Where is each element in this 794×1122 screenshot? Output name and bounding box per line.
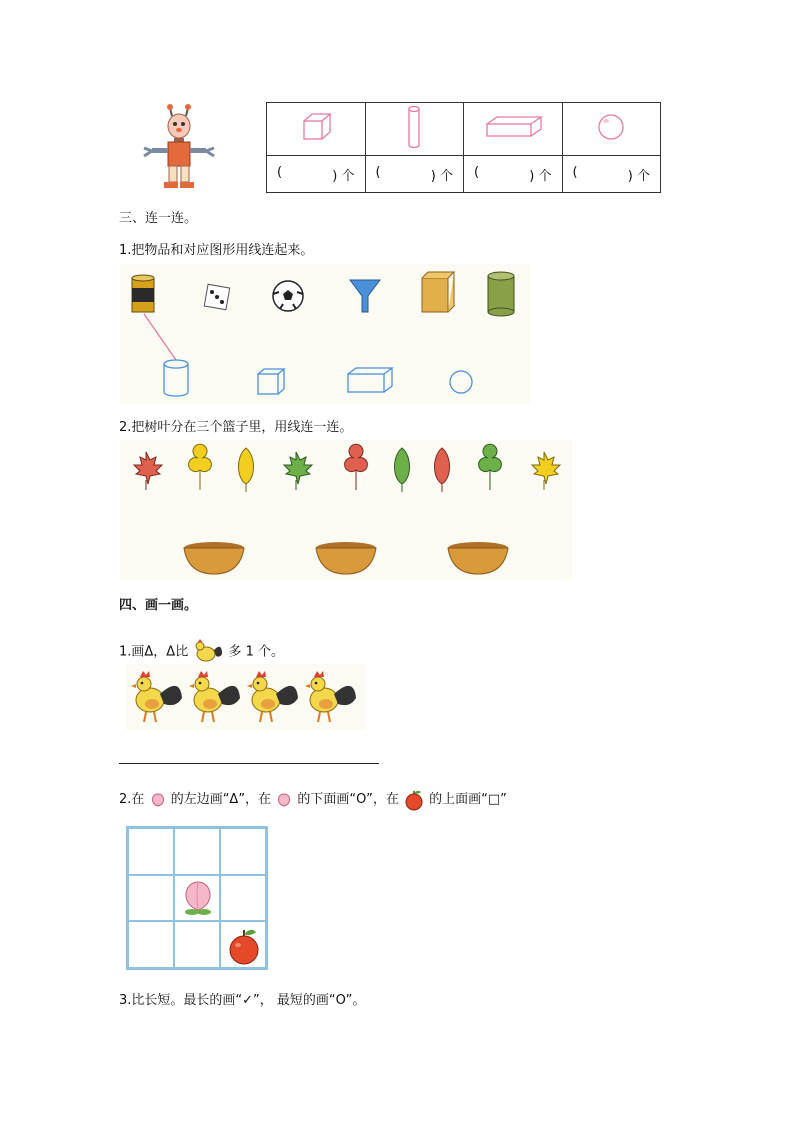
table-cell: [267, 103, 366, 156]
oval-leaf-icon: [435, 448, 450, 492]
grid-cell[interactable]: [220, 875, 266, 922]
rooster-icon: [305, 671, 356, 722]
connection-line: [144, 314, 176, 360]
grid-cell[interactable]: [174, 828, 220, 875]
peach-icon: [180, 878, 216, 916]
grid-cell[interactable]: [128, 921, 174, 968]
question-4-2: 2.在 的左边画“Δ”，在 的下面画“O”，在 的上面画“□”: [119, 788, 507, 811]
sphere-icon: [594, 110, 628, 144]
grid-cell[interactable]: [220, 828, 266, 875]
soccer-ball-icon: [273, 281, 303, 311]
table-cell: [365, 103, 464, 156]
matching-picture: [120, 264, 530, 404]
basket-icon: [448, 542, 508, 574]
table-cell: [562, 103, 661, 156]
apple-icon: [225, 926, 263, 966]
sphere-icon: [450, 371, 472, 393]
clover-leaf-icon: [189, 444, 212, 490]
robot-icon: [138, 102, 220, 190]
box-icon: [422, 272, 454, 312]
answer-cell[interactable]: ( ) 个: [365, 156, 464, 193]
section-heading-3: 三、连一连。: [119, 211, 198, 226]
dice-icon: [204, 284, 229, 309]
maple-leaf-icon: [134, 452, 162, 490]
section-heading-4: 四、画一画。: [119, 598, 198, 613]
peach-icon: [275, 792, 293, 808]
oval-leaf-icon: [239, 448, 254, 492]
clover-leaf-icon: [345, 444, 368, 490]
grid-cell[interactable]: [128, 828, 174, 875]
clover-leaf-icon: [479, 444, 502, 490]
cube-icon: [296, 109, 336, 145]
rooster-icon: [247, 671, 298, 722]
grid-cell[interactable]: [128, 875, 174, 922]
oval-leaf-icon: [395, 448, 410, 492]
grid-cell[interactable]: [174, 921, 220, 968]
cuboid-icon: [348, 368, 392, 392]
basket-icon: [184, 542, 244, 574]
shape-count-table: [266, 102, 661, 193]
question-3-1: 1.把物品和对应图形用线连起来。: [119, 243, 314, 258]
cube-icon: [258, 369, 284, 394]
table-cell: [464, 103, 563, 156]
question-3-2: 2.把树叶分在三个篮子里，用线连一连。: [119, 420, 353, 435]
cylinder-icon: [164, 360, 188, 396]
maple-leaf-icon: [532, 452, 560, 490]
tin-icon: [488, 272, 514, 316]
apple-icon: [403, 789, 425, 811]
rooster-icon: [189, 671, 240, 722]
peach-icon: [149, 792, 167, 808]
answer-cell[interactable]: ( ) 个: [562, 156, 661, 193]
maple-leaf-icon: [284, 452, 312, 490]
funnel-icon: [350, 280, 380, 312]
rooster-row: [126, 664, 366, 730]
leaf-sorting-picture: [120, 440, 572, 580]
question-4-3: 3.比长短。最长的画“✓”， 最短的画“O”。: [119, 993, 366, 1008]
basket-icon: [316, 542, 376, 574]
rooster-icon: [131, 671, 182, 722]
cylinder-icon: [399, 105, 429, 149]
question-4-1: 1.画Δ，Δ比 多 1 个。: [119, 638, 284, 666]
answer-line[interactable]: [119, 763, 379, 764]
cuboid-icon: [481, 112, 545, 142]
answer-cell[interactable]: ( ) 个: [267, 156, 366, 193]
can-icon: [132, 275, 154, 312]
rooster-icon: [192, 638, 224, 666]
answer-cell[interactable]: ( ) 个: [464, 156, 563, 193]
